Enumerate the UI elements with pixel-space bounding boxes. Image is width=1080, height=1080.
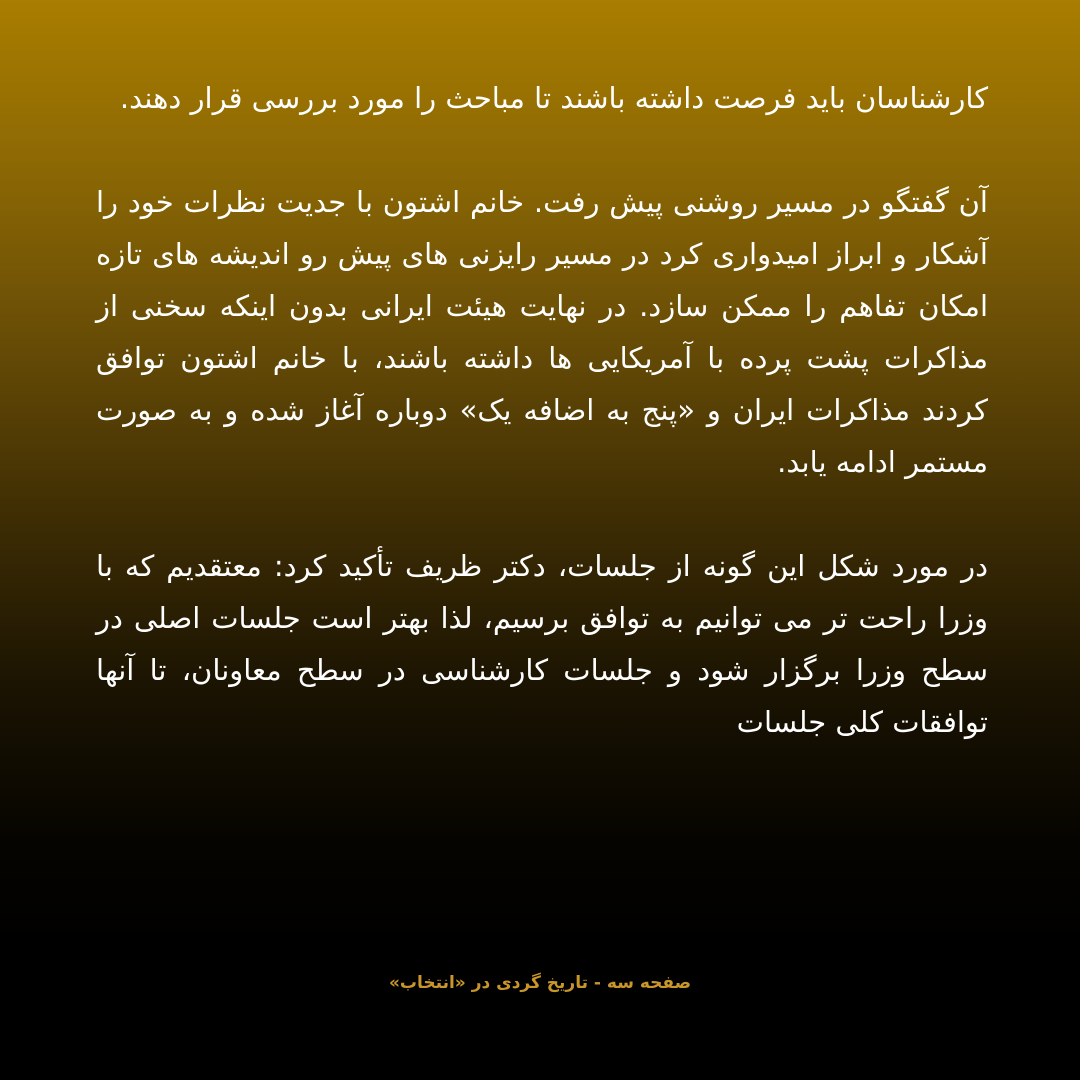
article-paragraph-1: کارشناسان باید فرصت داشته باشند تا مباحث را مورد بررسی قرار دهند.	[119, 81, 988, 115]
page-footer-caption: صفحه سه - تاریخ گردی در «انتخاب»	[388, 973, 692, 993]
article-paragraph-2: آن گفتگو در مسیر روشنی پیش رفت. خانم اشتون با جدیت نظرات خود را آشکار و ابراز امیدواری کرد در مسیر رایزنی های پیش رو اندیشه های تازه امکان تفاهم را ممکن سازد. در نهایت هیئت ایرانی بدون اینکه سخنی از مذاکرات پشت پرده با آمریکایی ها داشته باشند، با خانم اشتون توافق کردند مذاکرات ایران و «پنج به اضافه یک» دوباره آغاز شده و به صورت مستمر ادامه یابد.	[96, 185, 988, 479]
article-paragraph-3: در مورد شکل این گونه از جلسات، دکتر ظریف تأکید کرد: معتقدیم که با وزرا راحت تر می توانیم به توافق برسیم، لذا بهتر است جلسات اصلی در سطح وزرا برگزار شود و جلسات کارشناسی در سطح معاونان، تا آنها توافقات کلی جلسات	[96, 549, 988, 739]
article-body	[96, 72, 988, 748]
